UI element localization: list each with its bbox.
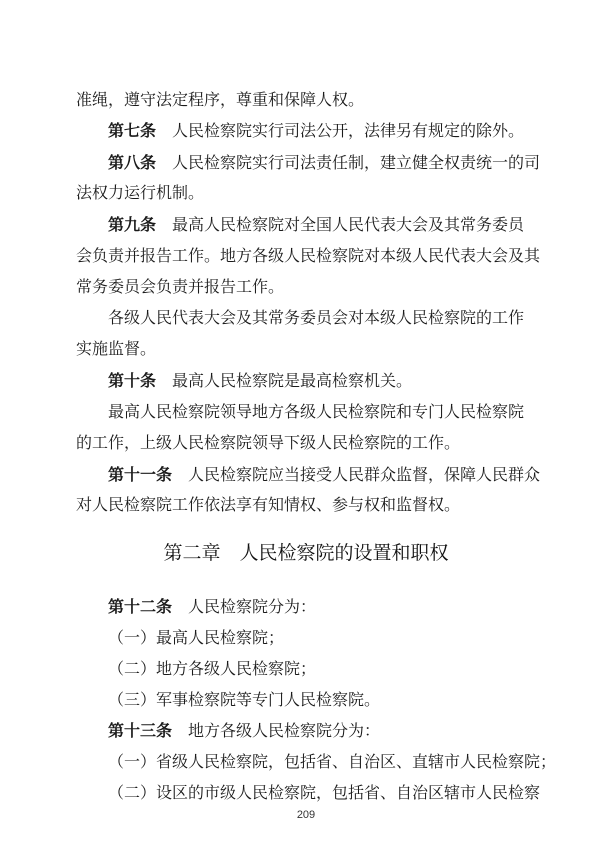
article-7 [108, 120, 546, 142]
list-item: （三）军事检察院等专门人民检察院。 [108, 690, 381, 709]
text-line: 法权力运行机制。 [76, 183, 205, 202]
article-label: 第十二条 [108, 597, 173, 616]
article-text: 人民检察院分为： [188, 597, 317, 616]
article-label: 第十一条 [108, 465, 173, 484]
article-text: 人民检察院实行司法责任制，建立健全权责统一的司 [172, 153, 541, 172]
article-11 [108, 464, 546, 486]
article-label: 第十三条 [108, 721, 173, 740]
list-item: （一）省级人民检察院，包括省、自治区、直辖市人民检察院； [108, 752, 557, 771]
article-text: 人民检察院实行司法公开，法律另有规定的除外。 [172, 121, 525, 140]
text-line: 的工作，上级人民检察院领导下级人民检察院的工作。 [76, 433, 461, 452]
article-9 [108, 214, 546, 236]
text-line: 对人民检察院工作依法享有知情权、参与权和监督权。 [76, 495, 461, 514]
text-line: 最高人民检察院领导地方各级人民检察院和专门人民检察院 [108, 402, 525, 421]
article-12 [108, 596, 546, 618]
chapter-heading: 第二章 人民检察院的设置和职权 [163, 542, 449, 564]
article-label: 第七条 [108, 121, 157, 140]
list-item: （二）地方各级人民检察院； [108, 659, 317, 678]
text-line: 实施监督。 [76, 339, 157, 358]
list-item: （二）设区的市级人民检察院，包括省、自治区辖市人民检察 [108, 783, 541, 802]
article-text: 最高人民检察院是最高检察机关。 [172, 371, 413, 390]
article-10 [108, 370, 546, 392]
text-line: 准绳，遵守法定程序，尊重和保障人权。 [76, 90, 365, 109]
article-label: 第十条 [108, 371, 157, 390]
article-text: 人民检察院应当接受人民群众监督，保障人民群众 [188, 465, 541, 484]
article-text: 地方各级人民检察院分为： [188, 721, 381, 740]
text-line: 常务委员会负责并报告工作。 [76, 277, 285, 296]
article-13 [108, 720, 546, 742]
article-label: 第九条 [108, 215, 157, 234]
text-line: 各级人民代表大会及其常务委员会对本级人民检察院的工作 [108, 308, 525, 327]
article-text: 最高人民检察院对全国人民代表大会及其常务委员 [172, 215, 525, 234]
text-line: 会负责并报告工作。地方各级人民检察院对本级人民代表大会及其 [76, 246, 541, 265]
article-8 [108, 152, 546, 174]
article-label: 第八条 [108, 153, 157, 172]
list-item: （一）最高人民检察院； [108, 628, 285, 647]
page-number: 209 [296, 809, 316, 821]
